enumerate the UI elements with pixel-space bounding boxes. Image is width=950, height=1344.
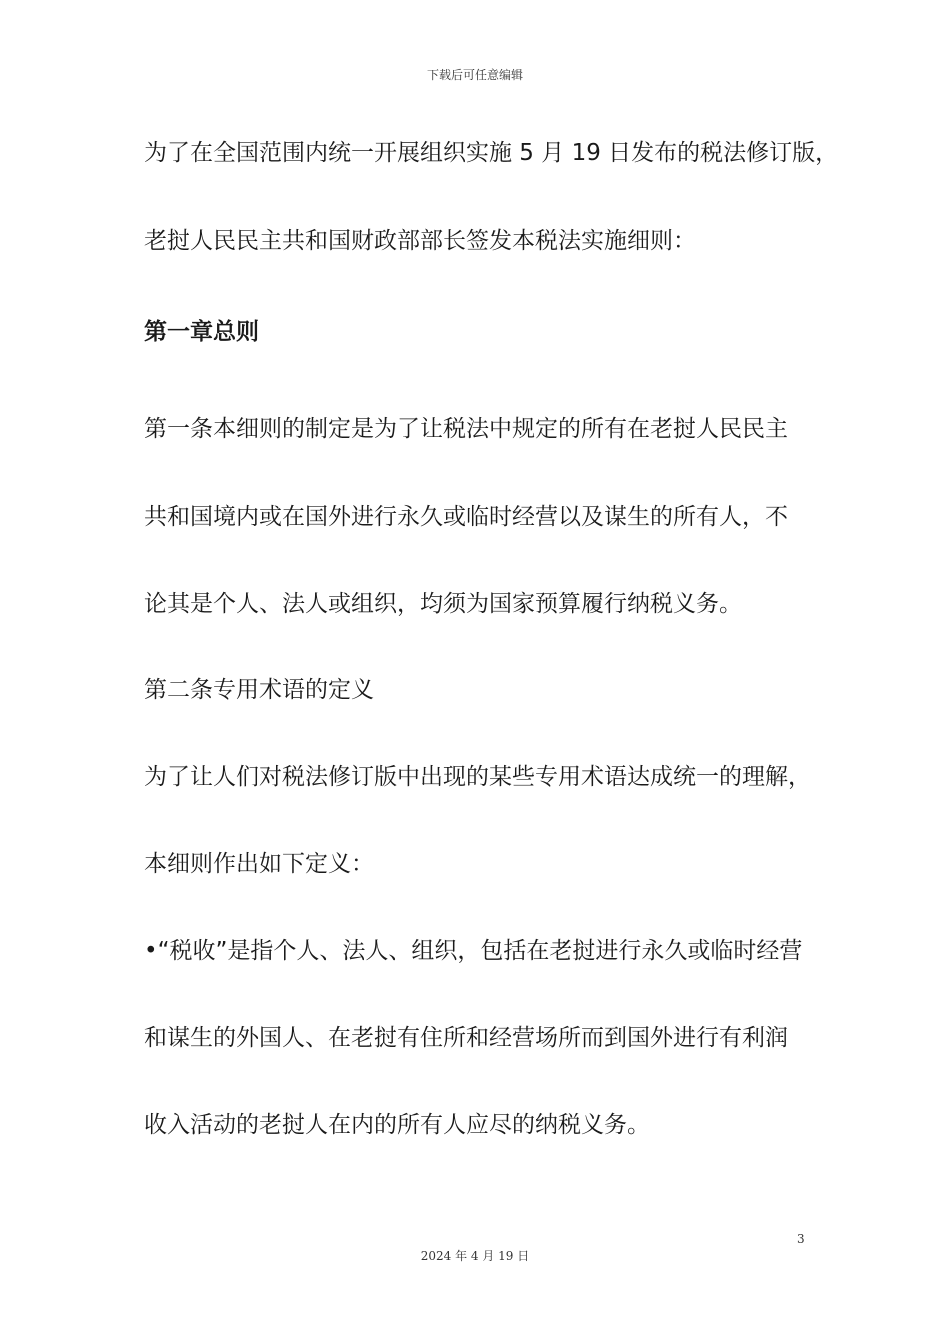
chapter-heading: 第一章总则 — [144, 319, 259, 345]
paragraph-line: 共和国境内或在国外进行永久或临时经营以及谋生的所有人，不 — [144, 504, 788, 530]
paragraph-line: 老挝人民民主共和国财政部部长签发本税法实施细则： — [144, 228, 696, 254]
page-header: 下载后可任意编辑 — [426, 68, 523, 82]
paragraph-line: 为了在全国范围内统一开展组织实施 5 月 19 日发布的税法修订版， — [144, 140, 839, 166]
page-number: 3 — [797, 1232, 805, 1246]
paragraph-line: 为了让人们对税法修订版中出现的某些专用术语达成统一的理解， — [144, 764, 811, 790]
paragraph-line: 论其是个人、法人或组织，均须为国家预算履行纳税义务。 — [144, 591, 742, 617]
bullet-line: •“税收”是指个人、法人、组织，包括在老挝进行永久或临时经营 — [144, 938, 803, 964]
article-line: 第一条本细则的制定是为了让税法中规定的所有在老挝人民民主 — [144, 416, 788, 442]
paragraph-line: 和谋生的外国人、在老挝有住所和经营场所而到国外进行有利润 — [144, 1025, 788, 1051]
article-heading: 第二条专用术语的定义 — [144, 677, 374, 703]
paragraph-line: 本细则作出如下定义： — [144, 851, 374, 877]
paragraph-line: 收入活动的老挝人在内的所有人应尽的纳税义务。 — [144, 1112, 650, 1138]
footer-date: 2024 年 4 月 19 日 — [420, 1249, 530, 1263]
